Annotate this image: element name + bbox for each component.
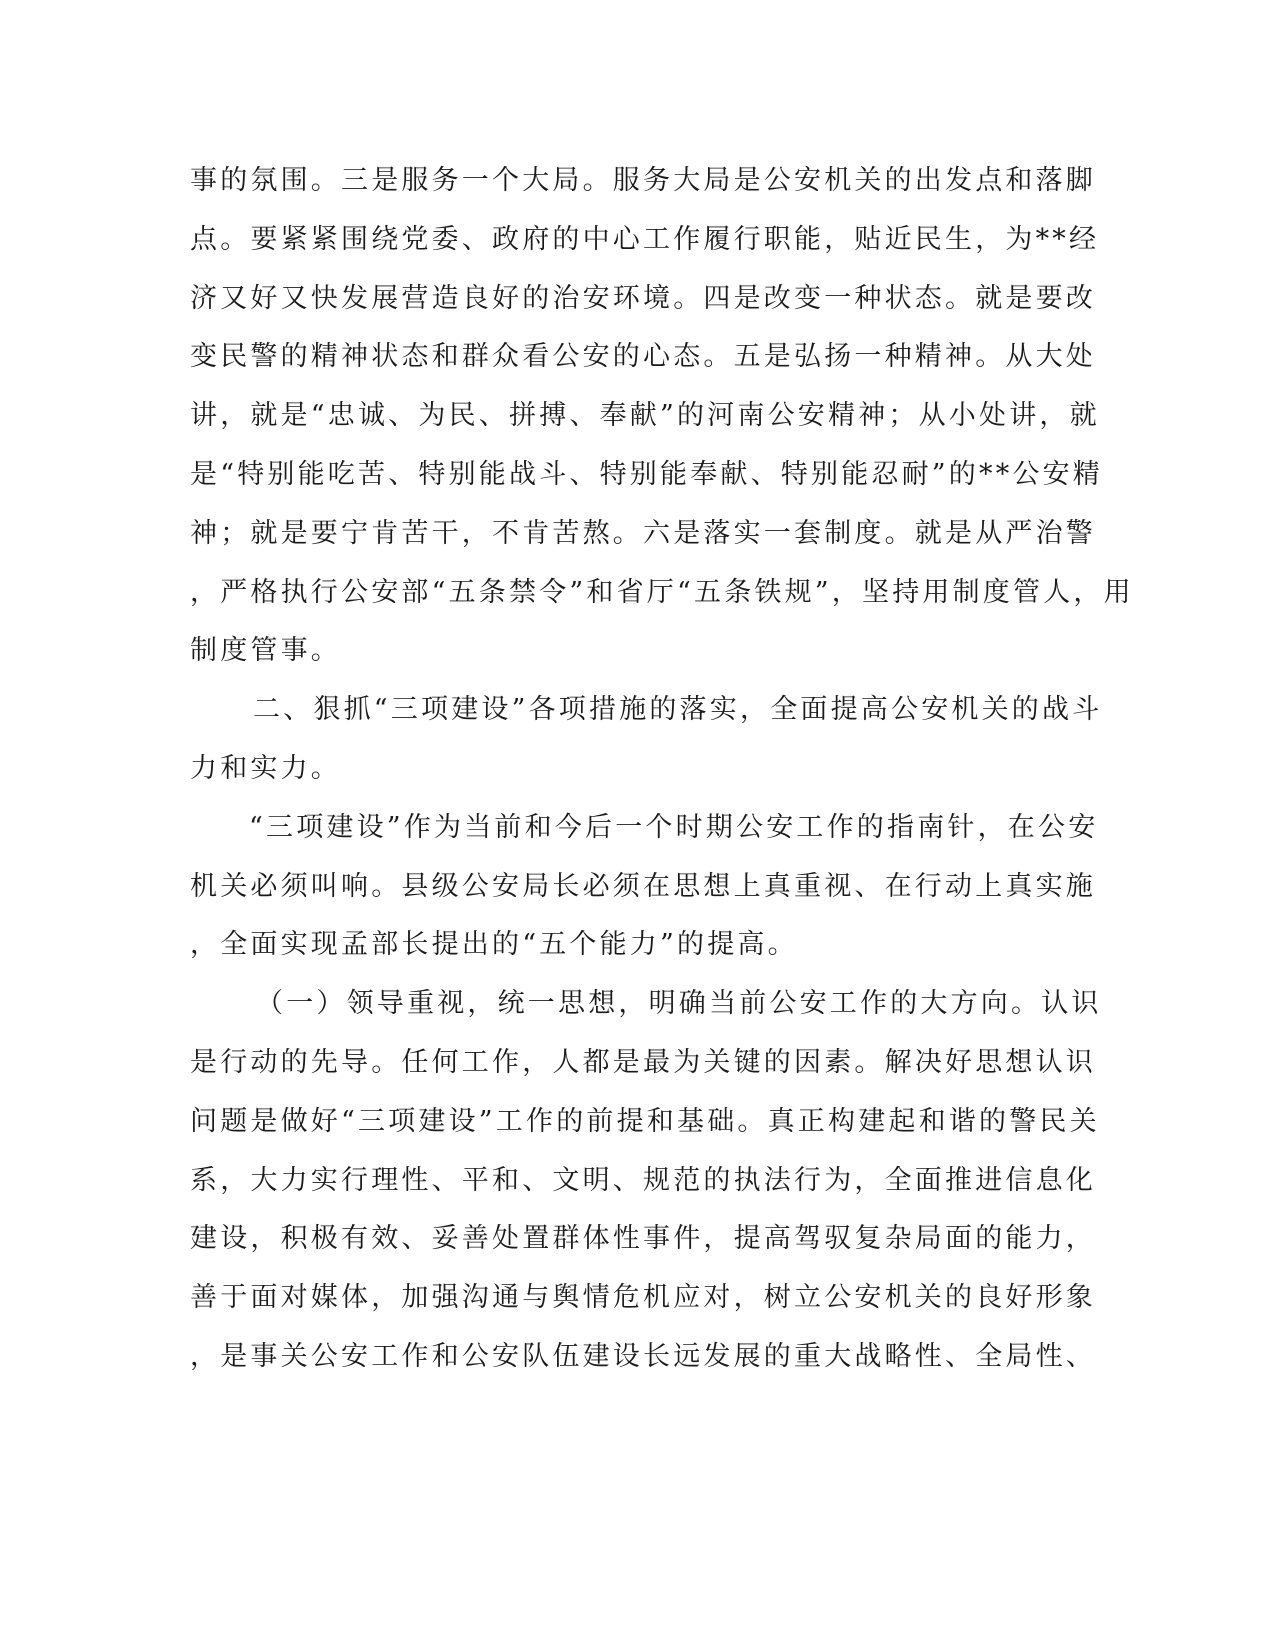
text-line: 善于面对媒体，加强沟通与舆情危机应对，树立公安机关的良好形象	[190, 1282, 1096, 1313]
text-line: ，严格执行公安部“五条禁令”和省厅“五条铁规”，坚持用制度管人，用	[190, 577, 1134, 608]
text-line: 是“特别能吃苦、特别能战斗、特别能奉献、特别能忍耐”的**公安精	[190, 459, 1104, 490]
text-line: 济又好又快发展营造良好的治安环境。四是改变一种状态。就是要改	[190, 283, 1096, 314]
text-line: 讲，就是“忠诚、为民、拼搏、奉献”的河南公安精神；从小处讲，就	[190, 400, 1100, 431]
section-heading: 二、狠抓“三项建设”各项措施的落实，全面提高公安机关的战斗	[253, 694, 1103, 725]
text-line: 机关必须叫响。县级公安局长必须在思想上真重视、在行动上真实施	[190, 871, 1096, 902]
text-line: 系，大力实行理性、平和、文明、规范的执法行为，全面推进信息化	[190, 1165, 1096, 1196]
text-line: 是行动的先导。任何工作，人都是最为关键的因素。解决好思想认识	[190, 1047, 1096, 1078]
text-line: ，是事关公安工作和公安队伍建设长远发展的重大战略性、全局性、	[190, 1341, 1096, 1372]
text-line: 变民警的精神状态和群众看公安的心态。五是弘扬一种精神。从大处	[190, 341, 1096, 372]
text-line: 神；就是要宁肯苦干，不肯苦熬。六是落实一套制度。就是从严治警	[190, 518, 1096, 549]
text-line: 点。要紧紧围绕党委、政府的中心工作履行职能，贴近民生，为**经	[190, 224, 1100, 255]
paragraph-start: “三项建设”作为当前和今后一个时期公安工作的指南针，在公安	[249, 812, 1099, 843]
subsection-heading: （一）领导重视，统一思想，明确当前公安工作的大方向。认识	[256, 988, 1102, 1019]
text-line: 制度管事。	[190, 635, 341, 666]
text-line: 事的氛围。三是服务一个大局。服务大局是公安机关的出发点和落脚	[190, 165, 1096, 196]
section-heading-continuation: 力和实力。	[190, 753, 341, 784]
text-line: 问题是做好“三项建设”工作的前提和基础。真正构建起和谐的警民关	[190, 1106, 1100, 1137]
text-line: ，全面实现孟部长提出的“五个能力”的提高。	[190, 929, 798, 960]
text-line: 建设，积极有效、妥善处置群体性事件，提高驾驭复杂局面的能力，	[190, 1223, 1096, 1254]
